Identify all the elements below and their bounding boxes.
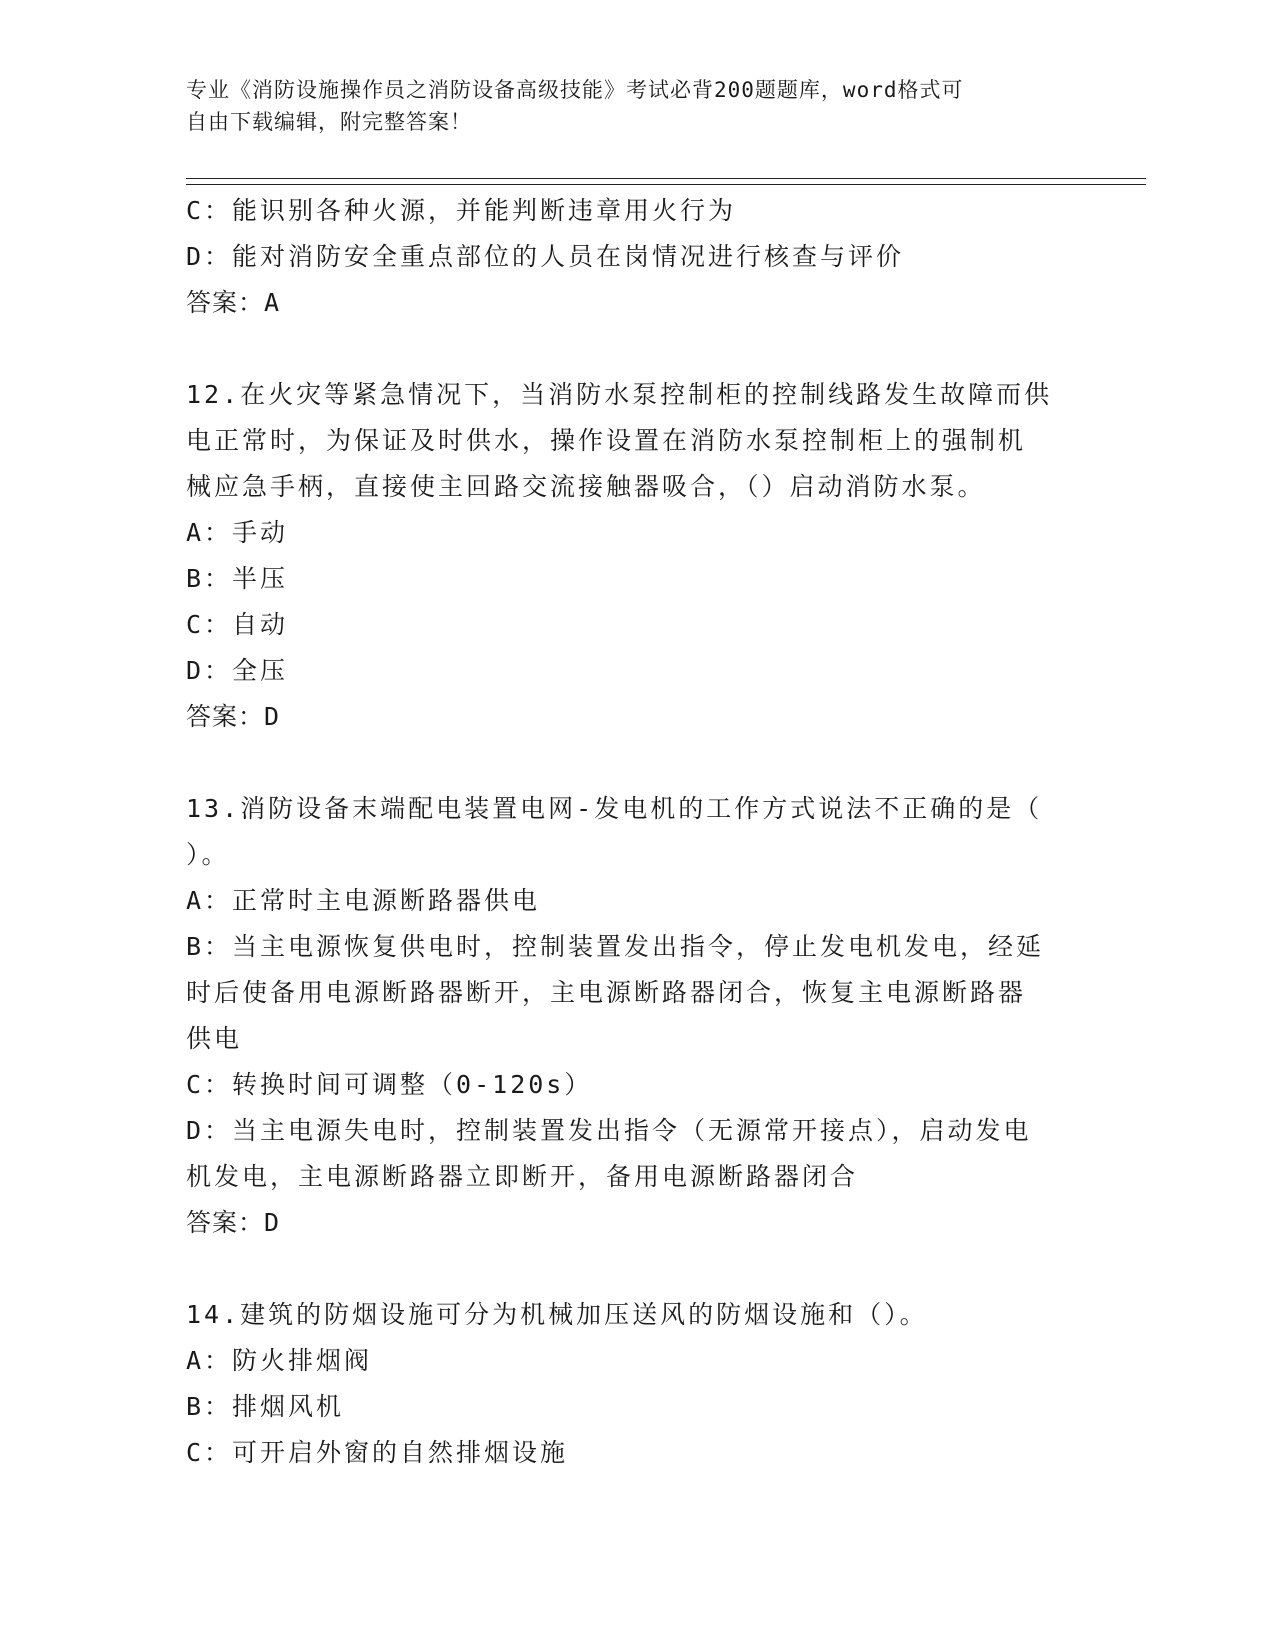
option-b: B：当主电源恢复供电时，控制装置发出指令，停止发电机发电，经延 — [186, 932, 1045, 961]
question-14-stem: 14.建筑的防烟设施可分为机械加压送风的防烟设施和（）。 — [186, 1300, 928, 1329]
question-12-stem: 械应急手柄，直接使主回路交流接触器吸合，（）启动消防水泵。 — [186, 472, 986, 501]
answer-line: 答案：D — [186, 1208, 281, 1237]
question-12-block — [186, 372, 1066, 740]
question-content — [186, 188, 1066, 1476]
header-divider-bottom — [186, 184, 1146, 185]
option-b-continued: 供电 — [186, 1024, 243, 1053]
spacer — [186, 740, 1066, 786]
option-d: D：当主电源失电时，控制装置发出指令（无源常开接点），启动发电 — [186, 1116, 1032, 1145]
option-a: A：防火排烟阀 — [186, 1346, 373, 1375]
prev-question-block — [186, 188, 1066, 326]
question-13-stem: 13.消防设备末端配电装置电网-发电机的工作方式说法不正确的是（ — [186, 794, 1043, 823]
option-c: C：自动 — [186, 610, 289, 639]
question-13-stem: ）。 — [186, 840, 230, 869]
question-12-stem: 电正常时，为保证及时供水，操作设置在消防水泵控制柜上的强制机 — [186, 426, 1027, 455]
question-12-stem: 12.在火灾等紧急情况下，当消防水泵控制柜的控制线路发生故障而供 — [186, 380, 1053, 409]
option-d-continued: 机发电，主电源断路器立即断开，备用电源断路器闭合 — [186, 1162, 859, 1191]
answer-line: 答案：D — [186, 702, 281, 731]
answer-line: 答案：A — [186, 288, 281, 317]
header-line-2: 自由下载编辑，附完整答案！ — [186, 110, 472, 134]
option-c: C：可开启外窗的自然排烟设施 — [186, 1438, 569, 1467]
question-13-block — [186, 786, 1066, 1246]
document-header — [186, 74, 1066, 138]
header-divider-top — [186, 178, 1146, 179]
option-c: C：能识别各种火源，并能判断违章用火行为 — [186, 196, 737, 225]
option-a: A：手动 — [186, 518, 289, 547]
option-b: B：半压 — [186, 564, 289, 593]
option-d: D：能对消防安全重点部位的人员在岗情况进行核查与评价 — [186, 242, 905, 271]
spacer — [186, 1246, 1066, 1292]
option-b-continued: 时后使备用电源断路器断开，主电源断路器闭合，恢复主电源断路器 — [186, 978, 1027, 1007]
option-d: D：全压 — [186, 656, 289, 685]
option-b: B：排烟风机 — [186, 1392, 345, 1421]
spacer — [186, 326, 1066, 372]
header-line-1: 专业《消防设施操作员之消防设备高级技能》考试必背200题题库，word格式可 — [186, 78, 964, 102]
question-14-block — [186, 1292, 1066, 1476]
option-c: C：转换时间可调整（0-120s） — [186, 1070, 593, 1099]
option-a: A：正常时主电源断路器供电 — [186, 886, 541, 915]
